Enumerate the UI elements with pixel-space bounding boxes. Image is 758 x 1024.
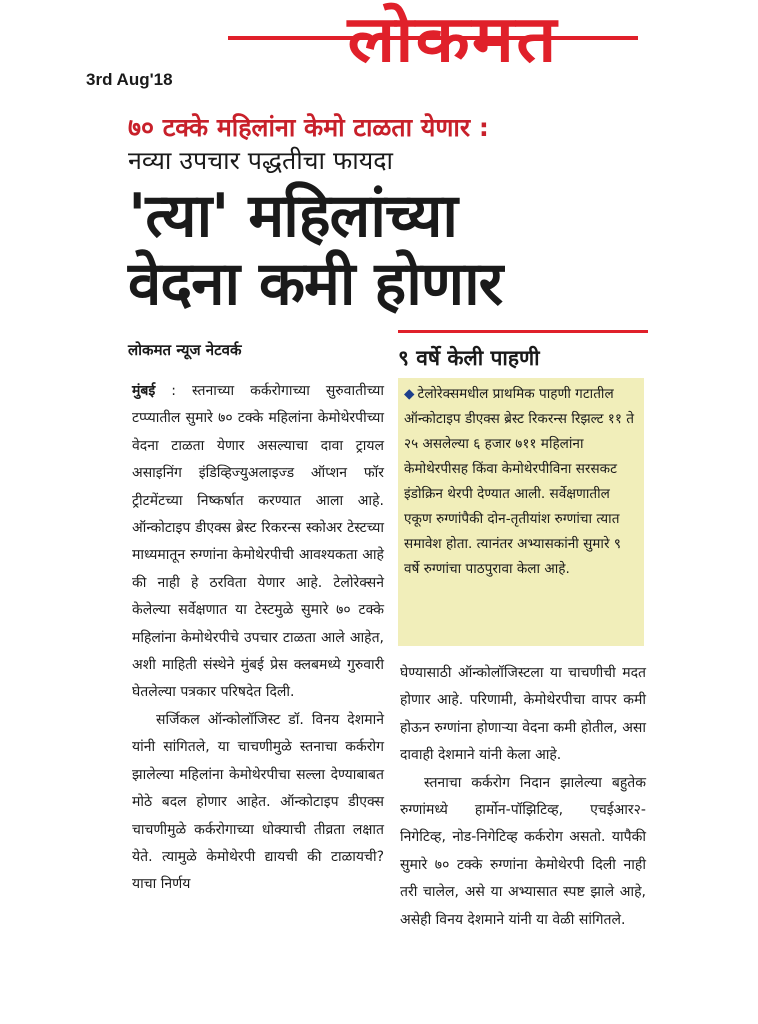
kicker: ७० टक्के महिलांना केमो टाळता येणार :	[128, 113, 489, 142]
headline-line-2: वेदना कमी होणार	[128, 249, 503, 319]
paragraph-1	[132, 378, 384, 707]
article-column-right	[400, 660, 646, 934]
headline	[128, 182, 502, 318]
paragraph-2: सर्जिकल ऑन्कोलॉजिस्ट डॉ. विनय देशमाने यांनी सांगितले, या चाचणीमुळे स्तनाचा कर्करोग झालेल्या महिलांना केमोथेरपीचा सल्ला देण्याबाबत मोठे बदल होणार आहेत. ऑन्कोटाइप डीएक्स चाचणीमुळे कर्करोगाच्या धोक्याची तीव्रता लक्षात येते. त्यामुळे केमोथेरपी द्यायची की टाळायची? याचा निर्णय	[132, 711, 384, 893]
masthead-logo: लोकमत	[347, 2, 559, 77]
byline: लोकमत न्यूज नेटवर्क	[128, 341, 242, 359]
paragraph-4: स्तनाचा कर्करोग निदान झालेल्या बहुतेक रुग्णांमध्ये हार्मोन-पॉझिटिव्ह, एचईआर२-निगेटिव्ह, नोड-निगेटिव्ह कर्करोग असतो. यापैकी सुमारे ७० टक्के रुग्णांना केमोथेरपी दिली नाही तरी चालेल, असे या अभ्यासात स्पष्ट झाले आहे, असेही विनय देशमाने यांनी या वेळी सांगितले.	[400, 774, 646, 928]
sidebar-rule	[398, 330, 648, 333]
article-column-left	[132, 378, 384, 899]
sidebar-box	[398, 378, 644, 646]
paragraph-1-text: : स्तनाच्या कर्करोगाच्या सुरुवातीच्या टप्प्यातील सुमारे ७० टक्के महिलांना केमोथेरपीच्या वेदना टाळता येणार असल्याचा दावा ट्रायल असाइनिंग इंडिव्हिज्युअलाइज्ड ऑप्शन फॉर ट्रीटमेंटच्या निष्कर्षात करण्यात आला आहे. ऑन्कोटाइप डीएक्स ब्रेस्ट रिकरन्स स्कोअर टेस्टच्या माध्यमातून रुग्णांना केमोथेरपीची आवश्यकता आहे की नाही हे ठरविता येणार आहे. टेलोरेक्सने केलेल्या सर्वेक्षणात या टेस्टमुळे सुमारे ७० टक्के महिलांना केमोथेरपीचे उपचार टाळता आले आहेत, अशी माहिती संस्थेने मुंबई प्रेस क्लबमध्ये गुरुवारी घेतलेल्या पत्रकार परिषदेत दिली.	[132, 383, 384, 701]
subkicker: नव्या उपचार पद्धतीचा फायदा	[128, 146, 393, 175]
clipping-date: 3rd Aug'18	[86, 70, 173, 89]
sidebar-body: टेलोरेक्समधील प्राथमिक पाहणी गटातील ऑन्कोटाइप डीएक्स ब्रेस्ट रिकरन्स रिझल्ट ११ ते २५ असलेल्या ६ हजार ७११ महिलांना केमोथेरपीसह किंवा केमोथेरपीविना सरसकट इंडोक्रिन थेरपी देण्यात आली. सर्वेक्षणातील एकूण रुग्णांपैकी दोन-तृतीयांश रुग्णांचा त्यात समावेश होता. त्यानंतर अभ्यासकांनी सुमारे ९ वर्षे रुग्णांचा पाठपुरावा केला आहे.	[404, 386, 634, 577]
sidebar-title: ९ वर्षे केली पाहणी	[398, 346, 540, 370]
headline-line-1: 'त्या' महिलांच्या	[128, 181, 457, 251]
paragraph-3: घेण्यासाठी ऑन्कोलॉजिस्टला या चाचणीची मदत होणार आहे. परिणामी, केमोथेरपीचा वापर कमी होऊन रुग्णांना होणाऱ्या वेदना कमी होतील, असा दावाही देशमाने यांनी केला आहे.	[400, 665, 646, 764]
dateline: मुंबई	[132, 383, 156, 399]
bullet-icon: ◆	[404, 386, 415, 402]
